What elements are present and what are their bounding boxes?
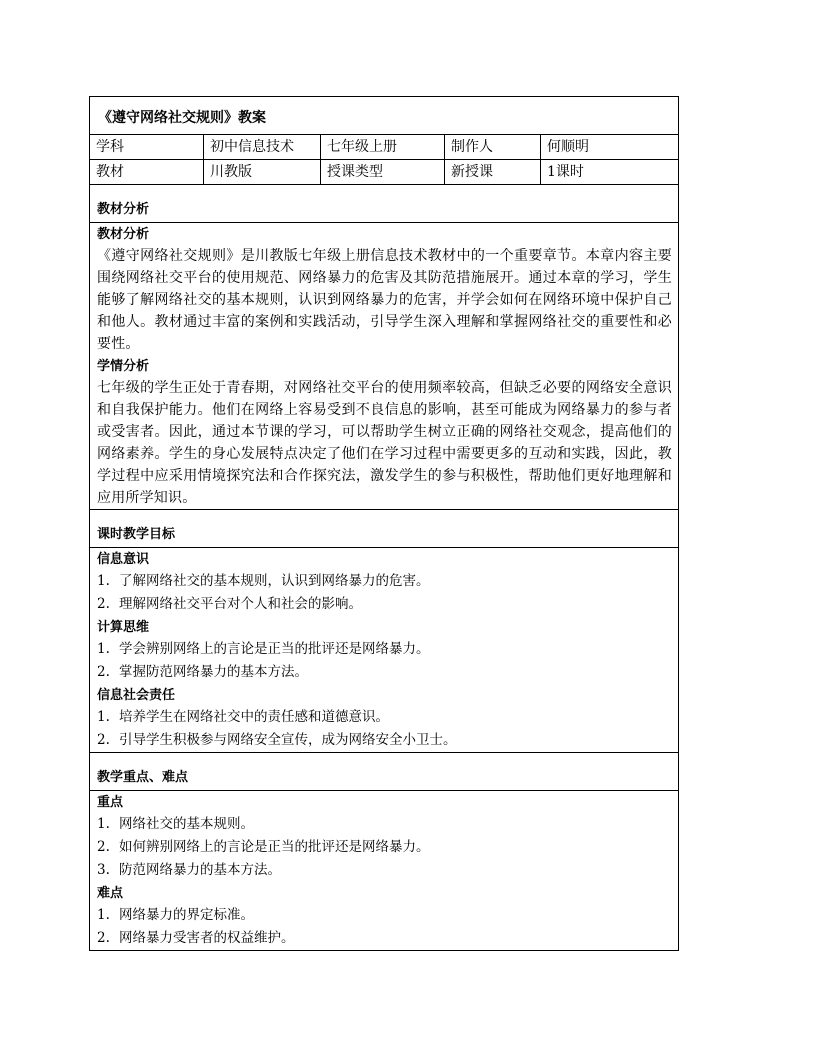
info-cell-grade: 七年级上册: [321, 135, 445, 159]
info-row-1: [90, 135, 678, 160]
subheading-social-responsibility: 信息社会责任: [97, 688, 176, 703]
list-item-number: 2.: [97, 596, 110, 612]
list-item: [97, 859, 672, 882]
list-item-number: 2.: [97, 664, 110, 680]
document-title: 《遵守网络社交规则》教案: [90, 97, 678, 135]
list-item: [97, 706, 672, 729]
section-body-keypoints: [90, 791, 678, 950]
subheading-key-points: 重点: [97, 795, 124, 810]
info-row-2: [90, 160, 678, 185]
list-item: [97, 904, 672, 927]
paragraph-learner-analysis: 七年级的学生正处于青春期，对网络社交平台的使用频率较高，但缺乏必要的网络安全意识和自我保护能力。他们在网络上容易受到不良信息的影响，甚至可能成为网络暴力的参与者或受害者。因此，通过本节课的学习，可以帮助学生树立正确的网络社交观念，提高他们的网络素养。学生的身心发展特点决定了他们在学习过程中需要更多的互动和实践，因此，教学过程中应采用情境探究法和合作探究法，激发学生的参与积极性，帮助他们更好地理解和应用所学知识。: [97, 380, 672, 506]
list-item-number: 2.: [97, 930, 110, 946]
section-body-objectives: [90, 548, 678, 753]
list-item-text: 学会辨别网络上的言论是正当的批评还是网络暴力。: [119, 641, 430, 657]
list-item-text: 防范网络暴力的基本方法。: [119, 862, 281, 878]
list-item: [97, 593, 672, 616]
list-item: [97, 729, 672, 752]
list-item-text: 网络暴力的界定标准。: [119, 907, 254, 923]
info-cell-author-label: 制作人: [445, 135, 541, 159]
section-header-keypoints: 教学重点、难点: [90, 753, 678, 791]
list-item-text: 了解网络社交的基本规则，认识到网络暴力的危害。: [119, 573, 430, 589]
subheading-learner-analysis: 学情分析: [97, 359, 150, 374]
section-body-material: [90, 223, 678, 510]
subheading-information-awareness: 信息意识: [97, 552, 150, 567]
info-cell-lesson-type: 新授课: [445, 160, 541, 184]
info-cell-textbook-label: 教材: [90, 160, 204, 184]
list-item-number: 2.: [97, 732, 110, 748]
info-cell-lesson-type-label: 授课类型: [321, 160, 445, 184]
list-item: [97, 813, 672, 836]
info-cell-periods: 1课时: [547, 164, 584, 180]
info-cell-author: 何顺明: [547, 139, 589, 155]
list-item: [97, 570, 672, 593]
list-item-number: 1.: [97, 641, 110, 657]
list-item: [97, 836, 672, 859]
list-item-number: 1.: [97, 907, 110, 923]
list-item-number: 3.: [97, 862, 110, 878]
list-item-text: 培养学生在网络社交中的责任感和道德意识。: [119, 709, 389, 725]
list-item-text: 如何辨别网络上的言论是正当的批评还是网络暴力。: [119, 839, 430, 855]
list-item: [97, 638, 672, 661]
info-cell-subject: 初中信息技术: [204, 135, 321, 159]
list-item-number: 1.: [97, 816, 110, 832]
list-item-number: 1.: [97, 573, 110, 589]
lesson-plan-table: [89, 96, 679, 951]
list-item: [97, 927, 672, 950]
list-item-number: 2.: [97, 839, 110, 855]
subheading-computational-thinking: 计算思维: [97, 620, 150, 635]
list-item-text: 引导学生积极参与网络安全宣传，成为网络安全小卫士。: [119, 732, 457, 748]
list-item-number: 1.: [97, 709, 110, 725]
list-item-text: 网络暴力受害者的权益维护。: [119, 930, 295, 946]
section-header-material: 教材分析: [90, 185, 678, 223]
section-header-objectives: 课时教学目标: [90, 510, 678, 548]
info-cell-textbook: 川教版: [204, 160, 321, 184]
paragraph-material-analysis: 《遵守网络社交规则》是川教版七年级上册信息技术教材中的一个重要章节。本章内容主要围绕网络社交平台的使用规范、网络暴力的危害及其防范措施展开。通过本章的学习，学生能够了解网络社交的基本规则，认识到网络暴力的危害，并学会如何在网络环境中保护自己和他人。教材通过丰富的案例和实践活动，引导学生深入理解和掌握网络社交的重要性和必要性。: [97, 248, 672, 352]
list-item-text: 网络社交的基本规则。: [119, 816, 254, 832]
list-item: [97, 661, 672, 684]
subheading-material-analysis: 教材分析: [97, 227, 150, 242]
list-item-text: 理解网络社交平台对个人和社会的影响。: [119, 596, 362, 612]
subheading-difficulties: 难点: [97, 886, 124, 901]
info-cell-subject-label: 学科: [90, 135, 204, 159]
list-item-text: 掌握防范网络暴力的基本方法。: [119, 664, 308, 680]
